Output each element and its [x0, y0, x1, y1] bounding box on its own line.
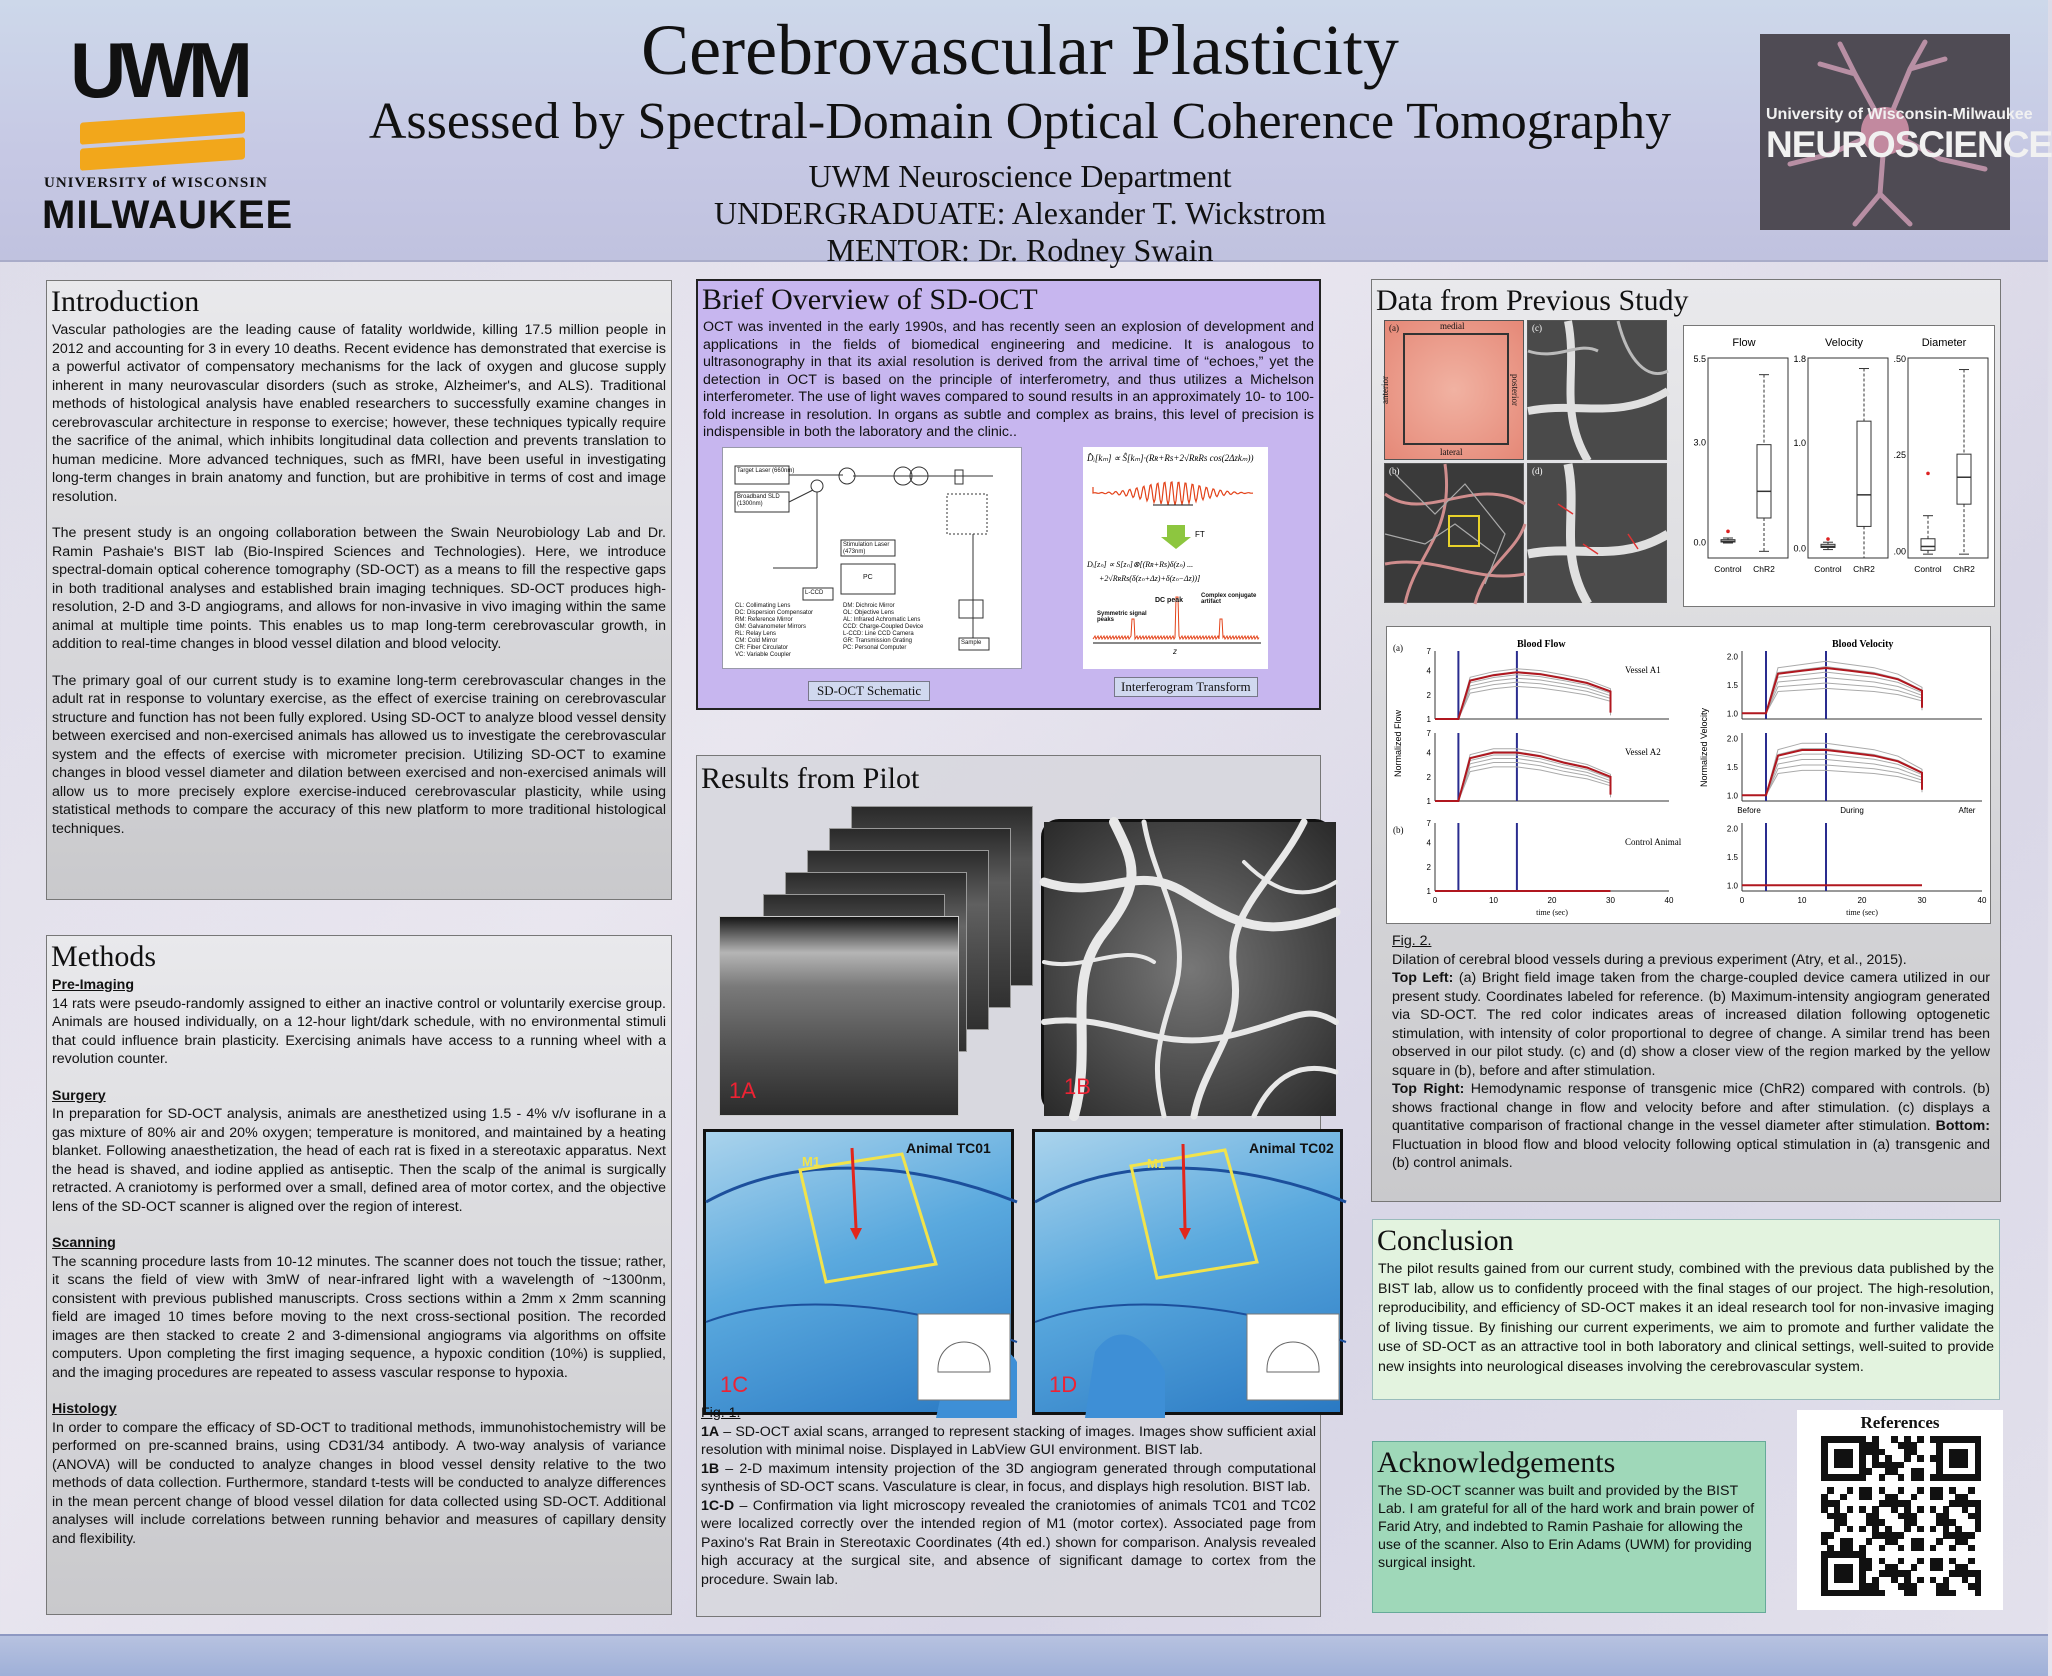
- angiogram-image: [1044, 822, 1336, 1116]
- line-chart-xtick: 40: [1664, 896, 1674, 905]
- line-chart-xtick: 10: [1797, 896, 1807, 905]
- box-plot-ytick: 5.5: [1693, 354, 1706, 364]
- hemodynamic-line-chart: [1386, 626, 1991, 924]
- introduction-paragraph: Vascular pathologies are the leading cause of fatality worldwide, killing 17.5 million people in 2012 and accounting for 3 in every 10 deaths. Recent evidence has demonstrated that exercise is a powerful activator of compensatory mechanisms for the lack of oxygen and glucose supply inherent in many neurovascular disorders (such as stroke, Alzheimer's, and ALS). Traditional methods of histological analysis have enabled researchers to successfully examine changes in cerebrovascular architecture in response to exercise; however, these techniques typically require the sacrifice of the animal, which inhibits longitudinal data collection and prevents translation to human medicine. More advanced techniques, such as fMRI, have been useful in investigating long-term changes in brain anatomy and function, but are prohibitive in terms of cost and image resolution.: [52, 322, 666, 505]
- schematic-legend-item: VC: Variable Coupler: [735, 652, 791, 658]
- box-plot-frame: [1808, 358, 1888, 558]
- schematic-legend-item: GM: Galvanometer Mirrors: [735, 624, 807, 630]
- artifact-label: Complex conjugate artifact: [1201, 593, 1257, 605]
- row-label: Vessel A2: [1625, 747, 1661, 757]
- box-plot-frame: [1708, 358, 1788, 558]
- schematic-legend-item: L-CCD: Line CCD Camera: [843, 631, 914, 637]
- uwm-logo-letters: UWM: [70, 26, 247, 114]
- qr-module: [1917, 1506, 1924, 1513]
- fig2-image-b: [1384, 463, 1524, 603]
- line-chart-ytick: 2: [1426, 772, 1431, 782]
- schematic-legend-item: AL: Infrared Achromatic Lens: [843, 617, 921, 623]
- fig2-label-b: (b): [1389, 466, 1400, 476]
- neuroscience-logo: [1760, 34, 2052, 230]
- qr-module: [1917, 1474, 1924, 1481]
- line-chart-ylabel: Normalized Flow: [1393, 709, 1403, 777]
- top-left-text: (a) Bright field image taken from the charge-coupled device camera utilized in our present study. Coordinates labeled for reference. (b) Maximum-intensity angiogram generated via SD-OCT. The red color indicates areas of increased dilation following optogenetic stimulation, with intensity of color proportional to degree of change. A similar trend has been observed in our pilot study. (c) and (d) show a closer view of the region marked by the yellow square in (b), before and after stimulation.: [1392, 970, 1990, 1079]
- line-chart-xtick: 0: [1432, 896, 1438, 905]
- line-chart-ytick: 2.0: [1726, 824, 1738, 834]
- qr-module: [1847, 1526, 1854, 1533]
- scanning-title: Scanning: [52, 1235, 116, 1251]
- qr-module: [1917, 1455, 1924, 1462]
- qr-module: [1930, 1526, 1937, 1533]
- line-chart-ytick: 1: [1426, 715, 1431, 724]
- line-chart-ytick: 4: [1426, 666, 1431, 676]
- fig2-angiogram-b: [1385, 464, 1525, 604]
- qr-module: [1866, 1494, 1873, 1501]
- methods-heading: Methods: [51, 940, 156, 973]
- qr-module: [1898, 1558, 1905, 1565]
- fig2-image-d: [1527, 463, 1667, 603]
- box-plot-ytick: 0.0: [1793, 543, 1806, 554]
- qr-module: [1975, 1474, 1982, 1481]
- previous-study-panel: [1371, 279, 2001, 1202]
- histology-image-tc02: [1035, 1132, 1346, 1418]
- figure-1b: [1041, 819, 1333, 1113]
- schematic-legend-item: CCD: Charge-Coupled Device: [843, 624, 924, 630]
- poster-footer: [0, 1634, 2048, 1676]
- poster-subtitle: Assessed by Spectral-Domain Optical Coherence Tomography: [368, 93, 1672, 150]
- figure-2-intro: Dilation of cerebral blood vessels during a previous experiment (Atry, et al., 2015).: [1392, 951, 1907, 968]
- mean-line: [1742, 668, 1922, 713]
- references-heading: References: [1860, 1413, 1940, 1432]
- figure-2-caption: [1392, 932, 1990, 1173]
- box-plot-ytick: 3.0: [1693, 437, 1706, 448]
- preimaging-text: 14 rats were pseudo-randomly assigned to either an inactive control or voluntarily exercise group. Animals are housed individually, on a 12-hour light/dark schedule, with no environmental stimuli that could influence brain plasticity. Exercising animals have access to a running wheel with a revolution counter.: [52, 995, 666, 1067]
- box-plot-frame: [1908, 358, 1988, 558]
- row-label: Control Animal: [1625, 837, 1682, 847]
- introduction-paragraph: The present study is an ongoing collaboration between the Swain Neurobiology Lab and Dr. Ramin Pashaie's BIST lab (Bio-Inspired Sciences and Technologies). Here, we introduce spectral-domain optical coherence tomography (SD-OCT) as a means to fill the respective gaps in both traditional analyses and established brain imaging techniques. SD-OCT produces high-resolution, 2-D and 3-D angiograms, and allows for non-invasive in vivo imaging within the same animal at multiple time points. This enables us to map long-term cerebrovascular growth, in addition to real-time changes in blood vessel dilation and blood velocity.: [52, 525, 666, 652]
- figure-2-title: Fig. 2.: [1392, 933, 1432, 949]
- fig2-closeup-c: [1528, 321, 1668, 461]
- box-plot-title: Velocity: [1825, 337, 1863, 349]
- qr-module: [1898, 1532, 1905, 1539]
- qr-module: [1917, 1577, 1924, 1584]
- references-box: [1797, 1410, 2003, 1610]
- qr-module: [1879, 1590, 1886, 1597]
- dc-peak-label: DC peak: [1155, 597, 1184, 604]
- box-plot-category: Control: [1914, 564, 1942, 574]
- introduction-panel: [46, 280, 672, 900]
- top-right-label: Top Right:: [1392, 1081, 1465, 1097]
- title-block: [300, 8, 1740, 269]
- top-right-text: Hemodynamic response of transgenic mice (ChR2) compared with controls. (b) shows fractional change in flow and velocity before and after stimulation. (c) displays a quantitative comparison of fractional change in the vessel diameter after stimulation.: [1392, 1081, 1991, 1134]
- fig2-label-a: (a): [1389, 323, 1399, 333]
- box-plot-category: Control: [1714, 564, 1742, 574]
- schematic-legend-item: CM: Cold Mirror: [735, 638, 778, 644]
- references-qr-code[interactable]: [1821, 1436, 1981, 1596]
- animal-tc01-label: Animal TC01: [906, 1140, 991, 1156]
- histology-image-tc01: [706, 1132, 1017, 1418]
- qr-module: [1847, 1487, 1854, 1494]
- qr-module: [1962, 1462, 1969, 1469]
- interferogram-figure: [1083, 447, 1268, 669]
- methods-body: [47, 976, 671, 1548]
- symmetric-label: Symmetric signal peaks: [1097, 611, 1147, 623]
- qr-module: [1936, 1538, 1943, 1545]
- methods-panel: [46, 935, 672, 1615]
- panel-label: (b): [1393, 825, 1404, 835]
- bottom-label: Bottom:: [1935, 1118, 1990, 1134]
- trial-line: [1435, 763, 1611, 802]
- qr-module: [1898, 1487, 1905, 1494]
- caption-1cd: – Confirmation via light microscopy revealed the craniotomies of animals TC01 and TC02 were localized correctly over the intended region of M1 (motor cortex). Associated page from Paxino's Rat Brain in Stereotaxic Coordinates (4th ed.) shown for comparison. Analysis revealed high accuracy at the surgical site, and absence of significant damage to cortex from the procedure. Swain lab.: [701, 1497, 1316, 1588]
- schematic-legend-item: PC: Personal Computer: [843, 645, 907, 651]
- line-chart-xtick: 30: [1917, 896, 1927, 905]
- m1-label: M1: [1147, 1156, 1166, 1171]
- line-chart-xtick: 20: [1547, 896, 1557, 905]
- preimaging-title: Pre-Imaging: [52, 977, 134, 993]
- line-chart-ytick: 7: [1426, 729, 1431, 738]
- department: UWM Neuroscience Department: [808, 158, 1232, 194]
- svg-text:FT: FT: [1195, 530, 1205, 539]
- qr-module: [1866, 1564, 1873, 1571]
- schematic-legend-item: RL: Relay Lens: [735, 631, 777, 637]
- schematic-caption: SD-OCT Schematic: [808, 681, 930, 701]
- line-chart-xlabel: time (sec): [1846, 908, 1878, 917]
- acknowledgements-text: The SD-OCT scanner was built and provided by the BIST Lab. I am grateful for all of the hard work and brain power of Farid Atry, and indebted to Ramin Pashaie for allowing the use of the scanner. Also to Erin Adams (UWM) for providing surgical insight.: [1378, 1483, 1755, 1571]
- box-plot-ytick: .00: [1893, 546, 1906, 557]
- acknowledgements-panel: [1372, 1441, 1766, 1613]
- caption-1a: – SD-OCT axial scans, arranged to represent stacking of images. Images show sufficient axial resolution with minimal noise. Displayed in LabView GUI environment. BIST lab.: [701, 1423, 1316, 1458]
- qr-module: [1834, 1526, 1841, 1533]
- box-plot-ytick: .50: [1893, 354, 1906, 364]
- histology-title: Histology: [52, 1401, 117, 1417]
- qr-module: [1917, 1526, 1924, 1533]
- transform-caption: Interferogram Transform: [1114, 677, 1258, 697]
- box-plot-category: ChR2: [1753, 564, 1775, 574]
- qr-module: [1917, 1545, 1924, 1552]
- m1-label: M1: [802, 1154, 821, 1169]
- qr-module: [1879, 1474, 1886, 1481]
- panel-label: (a): [1393, 643, 1403, 653]
- qr-module: [1949, 1545, 1956, 1552]
- schematic-legend-item: GR: Transmission Grating: [843, 638, 913, 644]
- qr-module: [1859, 1474, 1866, 1481]
- line-chart-xlabel: time (sec): [1536, 908, 1568, 917]
- schematic-legend: [735, 603, 945, 659]
- animal-tc02-label: Animal TC02: [1249, 1140, 1334, 1156]
- schematic-legend-item: DM: Dichroic Mirror: [843, 603, 895, 609]
- fig2-image-a: [1379, 320, 1524, 460]
- qr-module: [1827, 1532, 1834, 1539]
- qr-module: [1968, 1558, 1975, 1565]
- line-chart-ytick: 4: [1426, 748, 1431, 758]
- caption-1cd-label: 1C-D: [701, 1497, 735, 1514]
- caption-1b-label: 1B: [701, 1460, 720, 1477]
- surgery-title: Surgery: [52, 1087, 106, 1104]
- line-chart-ytick: 2: [1426, 690, 1431, 700]
- overview-heading: Brief Overview of SD-OCT: [702, 283, 1038, 316]
- svg-text:D̂ᵢ[kₘ] ∝ Ŝ[kₘ]·(Rʀ+Rs+2√RʀRs: D̂ᵢ[kₘ] ∝ Ŝ[kₘ]·(Rʀ+Rs+2√RʀRs cos(2Δzkₘ)): [1087, 453, 1254, 463]
- qr-module: [1917, 1487, 1924, 1494]
- box-outlier: [1926, 472, 1930, 476]
- figure-1c-label: 1C: [720, 1372, 749, 1397]
- lateral-label: lateral: [1440, 447, 1463, 457]
- line-chart-ytick: 1: [1426, 797, 1431, 806]
- introduction-body: [47, 321, 671, 838]
- schematic-legend-item: CR: Fiber Circulator: [735, 645, 789, 651]
- conclusion-text: The pilot results gained from our current study, combined with the previous data published by the BIST lab, allow us to confidently proceed with the final stages of our project. The high-resolution, reproducibility, and efficiency of SD-OCT makes it an ideal research tool for non-invasive imaging of living tissue. By finishing our current experiments, we aim to promote and further validate the use of SD-OCT as an attractive tool in both laboratory and clinical settings, well-suited to provide new insights into neurological diseases involving the cerebrovascular system.: [1378, 1261, 1994, 1375]
- box-outlier: [1826, 537, 1830, 541]
- figure-1a: [711, 806, 1041, 1116]
- schematic-box-label: Sample: [961, 640, 982, 646]
- box-plot-ytick: 1.0: [1793, 438, 1806, 449]
- line-chart-ytick: 1.0: [1726, 709, 1738, 719]
- fig2-closeup-d: [1528, 464, 1668, 604]
- schematic-box-label: Broadband SLD (1300nm): [737, 494, 780, 507]
- figure-1a-label: 1A: [729, 1078, 756, 1103]
- qr-module: [1917, 1558, 1924, 1565]
- box-plot-ytick: 1.8: [1793, 354, 1806, 364]
- qr-module: [1917, 1436, 1924, 1443]
- overview-text: OCT was invented in the early 1990s, and has recently seen an explosion of development and applications in the fields of biomedical engineering and medicine. It is analogous to ultrasonography in that its axial resolution is derived from the arrival time of “echoes,” yet the detection in OCT is based on the principle of interferometry, and thus utilizes a Michelson interferometer. The use of light waves compared to sound results in an approximately 10- to 100- fold increase in resolution. In organs as subtle and complex as brains, this level of precision is indispensible in both the laboratory and the clinic..: [703, 319, 1314, 440]
- figure-1d: [1032, 1129, 1343, 1415]
- conclusion-panel: [1372, 1219, 2000, 1400]
- acknowledgements-heading: Acknowledgements: [1377, 1446, 1616, 1479]
- box-body: [1857, 421, 1871, 526]
- introduction-heading: Introduction: [51, 285, 200, 318]
- qr-module: [1866, 1468, 1873, 1475]
- line-chart-ytick: 1.0: [1726, 881, 1738, 891]
- schematic-box-label: Stimulation Laser (473nm): [843, 542, 890, 555]
- line-chart-ytick: 7: [1426, 647, 1431, 656]
- neuroscience-logo-line1: University of Wisconsin-Milwaukee: [1766, 106, 2033, 123]
- line-chart-ytick: 4: [1426, 838, 1431, 848]
- fig2-label-d: (d): [1532, 466, 1543, 476]
- qr-module: [1949, 1590, 1956, 1597]
- posterior-label: posterior: [1510, 374, 1520, 406]
- z-axis-label: z: [1173, 647, 1177, 656]
- box-body: [1921, 539, 1935, 551]
- top-left-label: Top Left:: [1392, 970, 1454, 986]
- qr-module: [1859, 1526, 1866, 1533]
- line-chart-xtick: 40: [1977, 896, 1987, 905]
- uwm-logo-city: MILWAUKEE: [42, 193, 294, 237]
- line-chart-ytick: 1.5: [1726, 681, 1738, 690]
- box-outlier: [1726, 530, 1730, 534]
- neuroscience-logo-line2: NEUROSCIENCE: [1766, 124, 2052, 165]
- qr-module: [1840, 1494, 1847, 1501]
- schematic-legend-item: RM: Reference Mirror: [735, 617, 793, 623]
- box-plot-title: Diameter: [1921, 337, 1967, 349]
- box-plot-chart: [1683, 325, 1995, 607]
- qr-module: [1827, 1487, 1834, 1494]
- histology-text: In order to compare the efficacy of SD-OCT to traditional methods, immunohistochemistry will be performed on pre-scanned brains, using CD31/34 antibody. A two-way analysis of variance (ANOVA) will be conducted to analyze changes in blood vessel density relative to the two methods of data collection. Furthermore, standard t-tests will be conducted to analyze differences in the mean percent change of blood vessel dilation for data collected using SD-OCT. Additional analyses will include correlations between running behavior and measures of capillary density and flexibility.: [52, 1419, 666, 1547]
- qr-module: [1904, 1455, 1911, 1462]
- fig2-label-c: (c): [1532, 323, 1542, 333]
- box-plot-category: ChR2: [1853, 564, 1875, 574]
- qr-module: [1975, 1590, 1982, 1597]
- phase-label: During: [1840, 806, 1864, 815]
- uwm-logo: [40, 25, 294, 240]
- schematic-legend-item: OL: Objective Lens: [843, 610, 895, 616]
- qr-module: [1936, 1494, 1943, 1501]
- qr-module: [1866, 1538, 1873, 1545]
- qr-module: [1847, 1577, 1854, 1584]
- interferogram-plot: [1083, 447, 1268, 669]
- previous-study-heading: Data from Previous Study: [1376, 284, 1689, 317]
- anterior-label: anterior: [1379, 376, 1390, 404]
- box-plot-category: ChR2: [1953, 564, 1975, 574]
- scanning-text: The scanning procedure lasts from 10-12 minutes. The scanner does not touch the tissue; rather, it scans the field of view with 3mW of near-infrared light with a wavelength of ~1300nm, consistent with previous published manuscripts. Cross sections within a 2mm x 2mm scanning field are imaged 10 times before moving to the next cross-sectional position. The recorded images are then stacked to create 2 and 3-dimensional angiograms via algorithms on offsite computers. Upon completing the first imaging sequence, a hypoxic condition (10%) is supplied, and the imaging procedures are repeated to assess vascular response to hypoxia.: [52, 1253, 666, 1381]
- qr-module: [1975, 1526, 1982, 1533]
- box-plot-ytick: .25: [1893, 450, 1906, 461]
- line-chart-xtick: 20: [1857, 896, 1867, 905]
- line-chart-xtick: 10: [1489, 896, 1498, 905]
- figure-1-title: Fig. 1.: [701, 1405, 741, 1421]
- line-chart-ytick: 1.5: [1726, 763, 1738, 772]
- qr-module: [1930, 1545, 1937, 1552]
- sdoct-schematic: [722, 447, 1022, 669]
- medial-label: medial: [1440, 321, 1465, 331]
- fig2-image-c: [1527, 320, 1667, 460]
- qr-module: [1847, 1506, 1854, 1513]
- undergraduate: UNDERGRADUATE: Alexander T. Wickstrom: [714, 195, 1326, 231]
- qr-module: [1968, 1532, 1975, 1539]
- phase-label: After: [1958, 806, 1976, 815]
- conclusion-heading: Conclusion: [1377, 1224, 1514, 1257]
- line-chart-title: Blood Velocity: [1832, 639, 1894, 650]
- uwm-logo-university: UNIVERSITY of WISCONSIN: [44, 175, 268, 191]
- svg-text:Dᵢ[zₙ] ∝ S[zₙ]⊗[(Rʀ+Rs)δ(zₙ) .: Dᵢ[zₙ] ∝ S[zₙ]⊗[(Rʀ+Rs)δ(zₙ) ...: [1087, 560, 1194, 569]
- box-plot-category: Control: [1814, 564, 1842, 574]
- qr-module: [1911, 1590, 1918, 1597]
- box-body: [1757, 445, 1771, 518]
- schematic-box-label: L-CCD: [805, 590, 824, 596]
- qr-module: [1936, 1564, 1943, 1571]
- bottom-text: Fluctuation in blood flow and blood velocity following optical stimulation in (a) transgenic and (b) control animals.: [1392, 1136, 1990, 1171]
- qr-module: [1847, 1462, 1854, 1469]
- qr-module: [1904, 1526, 1911, 1533]
- box-body: [1957, 454, 1971, 504]
- poster-title: Cerebrovascular Plasticity: [641, 10, 1399, 90]
- box-plot-title: Flow: [1732, 337, 1756, 349]
- figure-1d-label: 1D: [1049, 1372, 1078, 1397]
- svg-text:+2√RʀRs(δ(zₙ+Δz)+δ(zₙ−Δz))]: +2√RʀRs(δ(zₙ+Δz)+δ(zₙ−Δz))]: [1099, 574, 1201, 583]
- row-label: Vessel A1: [1625, 665, 1661, 675]
- qr-module: [1911, 1564, 1918, 1571]
- line-chart-ytick: 1.0: [1726, 791, 1738, 801]
- line-chart-xtick: 0: [1739, 896, 1745, 905]
- box-plot-ytick: 0.0: [1693, 537, 1706, 548]
- pilot-heading: Results from Pilot: [701, 762, 920, 795]
- schematic-legend-item: DC: Dispersion Compensator: [735, 610, 814, 616]
- qr-module: [1879, 1545, 1886, 1552]
- line-chart-ytick: 2.0: [1726, 652, 1738, 662]
- line-chart-ytick: 1: [1426, 887, 1431, 896]
- figure-1c: [703, 1129, 1014, 1415]
- mean-line: [1742, 750, 1922, 795]
- schematic-box-label: Target Laser (660nm): [737, 468, 795, 474]
- introduction-paragraph: The primary goal of our current study is to examine long-term cerebrovascular changes in the adult rat in response to voluntary exercise, as the effect of exercise training on cerebrovascular structure and function has not been fully explored. Using SD-OCT to analyze blood vessel density between exercised and non-exercised animals has allowed us to investigate the cerebrovascular system and the effects of exercise with micrometer precision. Utilizing SD-OCT to examine changes in blood vessel diameter and dilation between exercised and non-exercised animals will allow us to more precisely explore exercise-induced cerebrovascular plasticity, while using statistical methods to compare the accuracy of this new platform to more traditional histological techniques.: [52, 672, 666, 837]
- pilot-panel: [696, 755, 1334, 1617]
- line-chart-ylabel: Normalized Velocity: [1699, 707, 1709, 787]
- phase-label: Before: [1737, 806, 1761, 815]
- mentor: MENTOR: Dr. Rodney Swain: [826, 232, 1214, 268]
- line-chart-ytick: 2: [1426, 862, 1431, 872]
- figure-1-caption: [701, 1404, 1316, 1589]
- line-chart-ytick: 1.5: [1726, 853, 1738, 862]
- surgery-text: In preparation for SD-OCT analysis, animals are anesthetized using 1.5 - 4% v/v isoflurane in a gas mixture of 80% air and 20% oxygen; temperature is monitored, and maintained by a heating blanket. Following anaesthetization, the head of each rat is fixed in a stereotaxic apparatus. Next the head is shaved, and iodine applied as antiseptic. Then the scalp of the animal is surgically retracted. A craniotomy is performed over a small, defined area of motor cortex, and the objective lens of the SD-OCT scanner is aligned over the region of interest.: [52, 1106, 666, 1215]
- caption-1b: – 2-D maximum intensity projection of the 3D angiogram generated through computational synthesis of SD-OCT scans. Vasculature is clear, in focus, and displays high resolution. BIST lab.: [701, 1460, 1316, 1495]
- qr-module: [1968, 1487, 1975, 1494]
- line-chart-ytick: 7: [1426, 819, 1431, 828]
- line-chart-title: Blood Flow: [1517, 639, 1566, 650]
- qr-module: [1898, 1474, 1905, 1481]
- qr-module: [1898, 1462, 1905, 1469]
- line-chart-ytick: 2.0: [1726, 734, 1738, 744]
- qr-module: [1898, 1545, 1905, 1552]
- schematic-box-label: PC: [863, 574, 873, 581]
- overview-panel: [696, 279, 1321, 710]
- qr-module: [1968, 1545, 1975, 1552]
- schematic-legend-item: CL: Collimating Lens: [735, 603, 791, 609]
- qr-module: [1911, 1494, 1918, 1501]
- caption-1a-label: 1A: [701, 1423, 720, 1440]
- line-chart-xtick: 30: [1606, 896, 1615, 905]
- figure-1b-label: 1B: [1064, 1074, 1091, 1099]
